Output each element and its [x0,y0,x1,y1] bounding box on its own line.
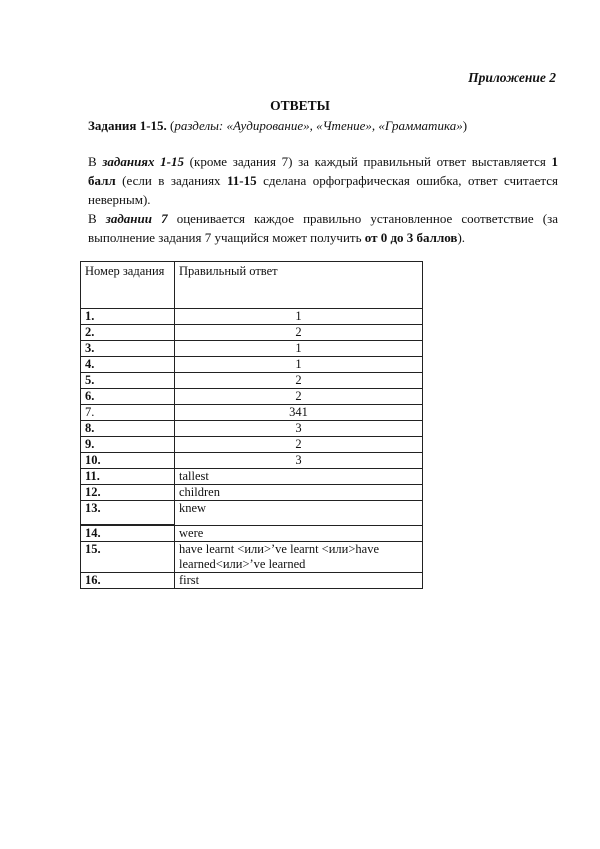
p1-tasks: заданиях 1-15 [102,154,185,169]
task-number: 2. [81,325,175,341]
task-number: 14. [81,525,175,542]
table-row [81,325,423,341]
table-row [81,485,423,501]
scoring-paragraph-2 [88,209,558,247]
p1-text-1: В [88,154,103,169]
task-number: 16. [81,573,175,589]
p2-text-2: оценивается каждое правильно установленное соответствие (за выполнение задания 7 учащийся может получить [88,211,558,245]
table-row [81,309,423,325]
table-row [81,469,423,485]
correct-answer: 1 [175,341,423,357]
appendix-label: Приложение 2 [468,70,556,85]
header-task-number: Номер задания [81,262,175,309]
correct-answer: have learnt <или>’ve learnt <или>have learned<или>’ve learned [175,542,423,573]
table-header-row [81,262,423,309]
tasks-range: Задания 1-15. [88,118,167,133]
correct-answer: 1 [175,357,423,373]
task-number: 9. [81,437,175,453]
p1-text-4: сделана орфографическая ошибка, ответ считается неверным). [88,173,558,207]
correct-answer: 2 [175,389,423,405]
table-row [81,357,423,373]
table-row [81,437,423,453]
task-number: 7. [81,405,175,421]
p2-text-3: ). [457,230,466,245]
task-number: 6. [81,389,175,405]
table-row [81,421,423,437]
task-number: 1. [81,309,175,325]
task-number: 12. [81,485,175,501]
table-row [81,453,423,469]
correct-answer: children [175,485,423,501]
table-row [81,501,423,526]
correct-answer: 1 [175,309,423,325]
table-row [81,525,423,542]
page-title: ОТВЕТЫ [270,98,330,113]
correct-answer: 2 [175,373,423,389]
correct-answer: were [175,525,423,542]
correct-answer: tallest [175,469,423,485]
table-row [81,573,423,589]
correct-answer: first [175,573,423,589]
scoring-paragraph-1 [88,152,558,209]
p2-task: задании 7 [105,211,168,226]
task-number: 10. [81,453,175,469]
correct-answer: 341 [175,405,423,421]
correct-answer: 3 [175,453,423,469]
task-number: 5. [81,373,175,389]
task-number: 15. [81,542,175,573]
table-row [81,542,423,573]
answers-table [80,261,423,589]
p1-text-3: (если в заданиях [115,173,228,188]
p1-range: 11-15 [227,173,257,188]
tasks-sections: разделы: «Аудирование», «Чтение», «Грамматика» [174,118,463,133]
p1-text-2: (кроме задания 7) за каждый правильный ответ выставляется [184,154,552,169]
table-row [81,341,423,357]
task-number: 8. [81,421,175,437]
task-number: 11. [81,469,175,485]
tasks-line [88,118,467,134]
correct-answer: 3 [175,421,423,437]
p1-score: 1 балл [88,154,558,188]
p2-score-range: от 0 до 3 баллов [364,230,458,245]
table-row [81,389,423,405]
correct-answer: 2 [175,437,423,453]
tasks-open: ( [166,118,175,133]
correct-answer: 2 [175,325,423,341]
task-number: 3. [81,341,175,357]
header-correct-answer: Правильный ответ [175,262,423,309]
table-row [81,373,423,389]
p2-text-1: В [88,211,106,226]
task-number: 13. [81,501,175,526]
tasks-close: ) [462,118,468,133]
table-row [81,405,423,421]
correct-answer: knew [175,501,423,526]
task-number: 4. [81,357,175,373]
